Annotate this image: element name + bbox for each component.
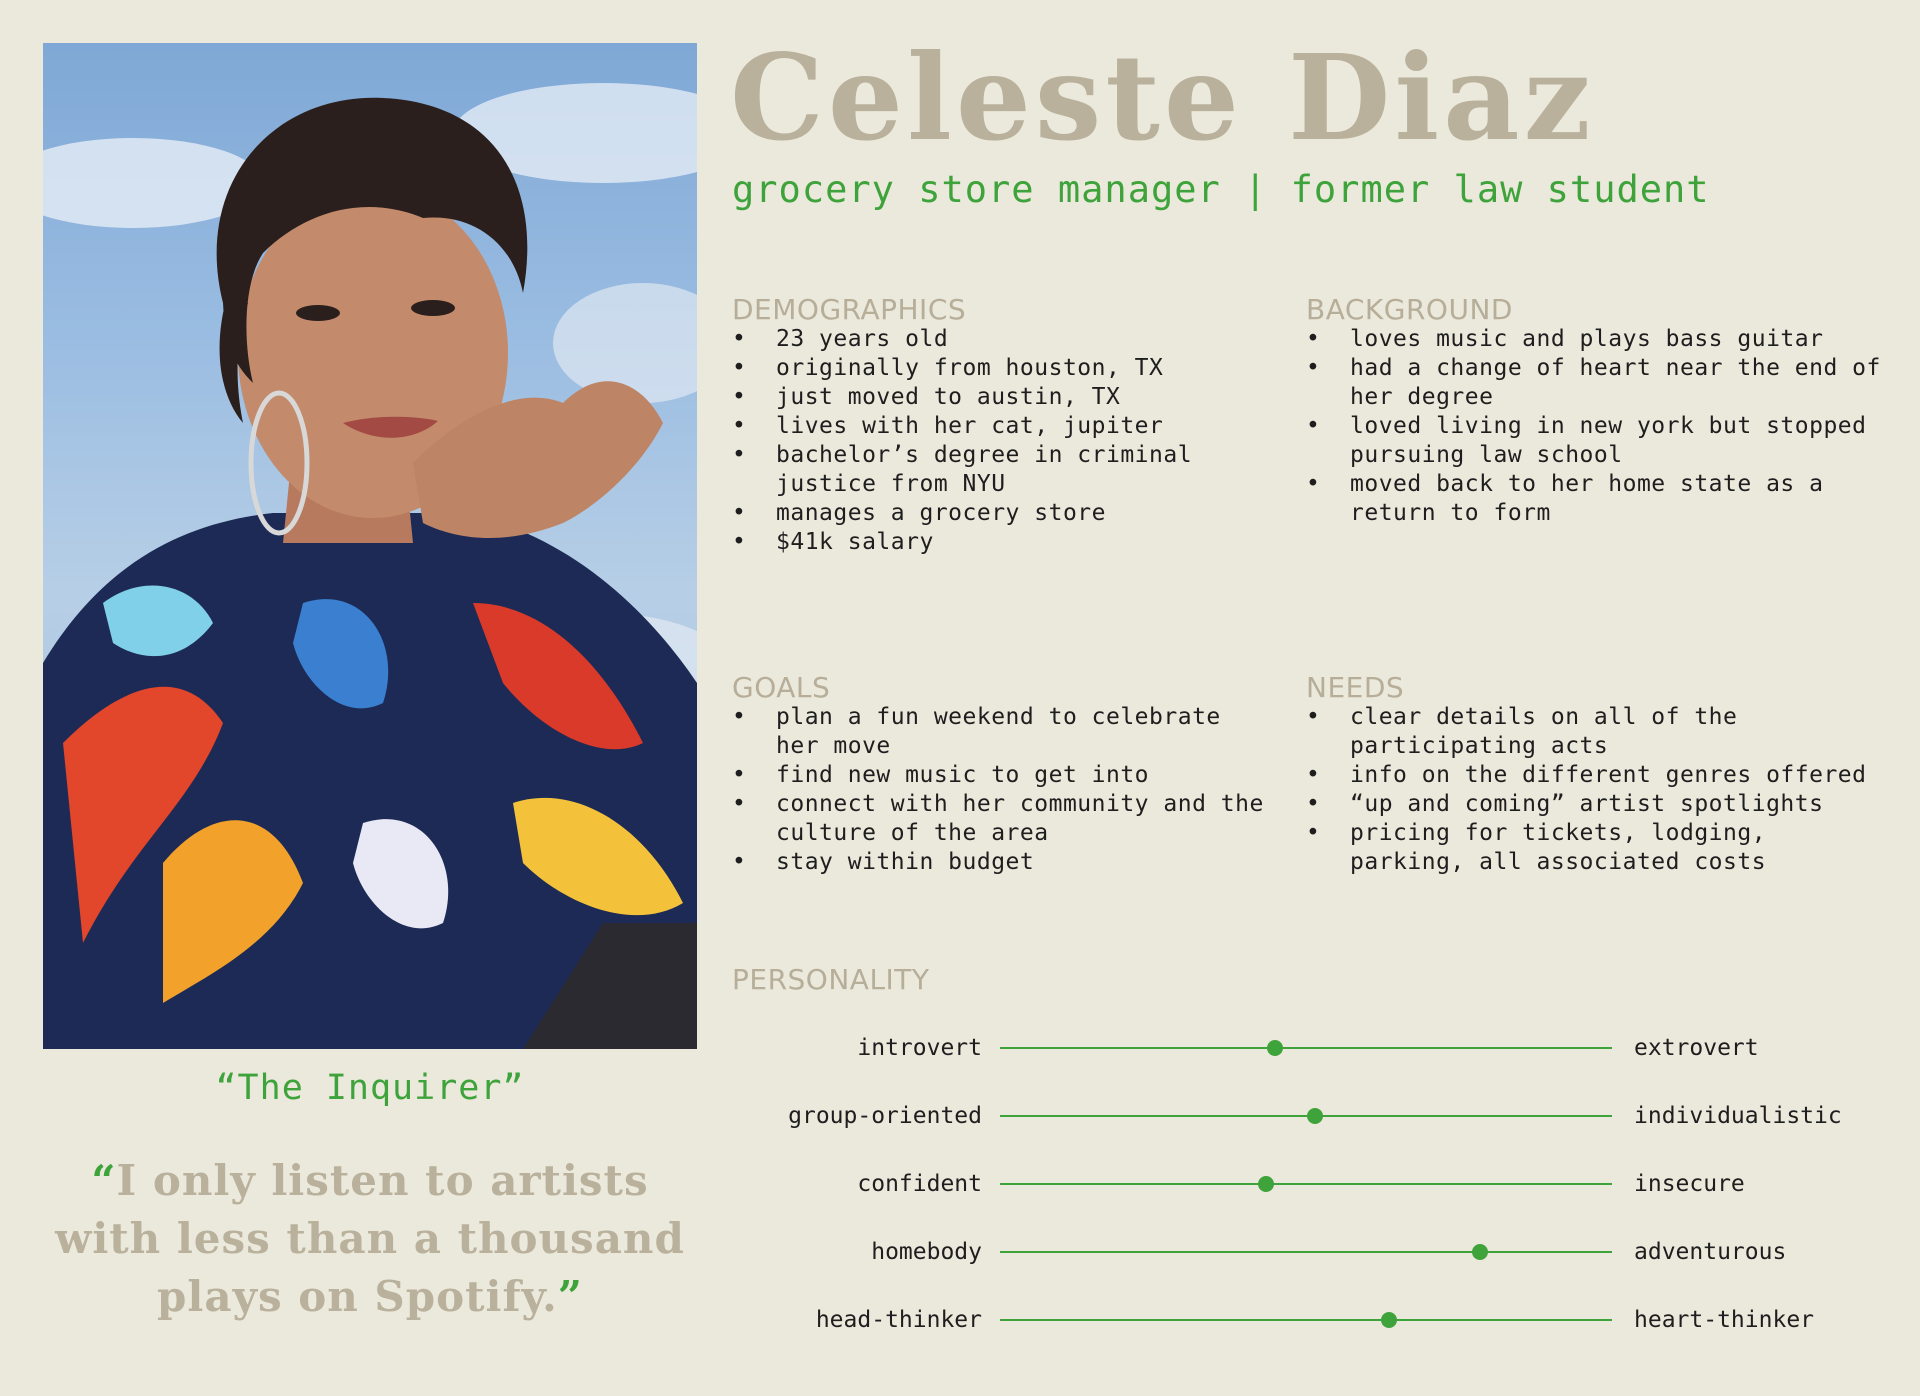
portrait-illustration [43,43,697,1049]
demographics-section [732,295,1272,557]
list-item: • originally from houston, TX [732,354,1272,383]
scale-left-label: introvert [857,1035,982,1061]
scale-marker [1307,1108,1323,1124]
personality-scale-confident [0,1164,1920,1204]
personality-scale-homebody [0,1232,1920,1272]
scale-marker [1472,1244,1488,1260]
scale-right-label: individualistic [1634,1103,1842,1129]
scale-right-label: heart-thinker [1634,1307,1815,1333]
quote-close-mark: ” [557,1272,583,1321]
list-item: • find new music to get into [732,761,1272,790]
list-item: • loves music and plays bass guitar [1306,325,1886,354]
scale-left-label: head-thinker [815,1307,982,1333]
needs-section [1306,673,1886,877]
scale-right-label: insecure [1634,1171,1745,1197]
list-item: • loved living in new york but stopped pursuing law school [1306,412,1886,470]
scale-right-label: adventurous [1634,1239,1787,1265]
persona-name: Celeste Diaz [730,28,1595,167]
list-item: • moved back to her home state as a return to form [1306,470,1886,528]
list-item: • manages a grocery store [732,499,1272,528]
scale-track [1000,1115,1612,1117]
scale-track [1000,1319,1612,1321]
persona-archetype: “The Inquirer” [215,1068,525,1108]
goals-title: GOALS [732,671,831,704]
needs-title: NEEDS [1306,671,1405,704]
goals-list [732,703,1272,877]
list-item: • 23 years old [732,325,1272,354]
goals-section [732,673,1272,877]
scale-left-label: confident [857,1171,982,1197]
list-item: • pricing for tickets, lodging, parking, all associated costs [1306,819,1886,877]
personality-scale-group-oriented [0,1096,1920,1136]
list-item: • bachelor’s degree in criminal justice from NYU [732,441,1272,499]
background-list [1306,325,1886,528]
scale-track [1000,1183,1612,1185]
scale-left-label: group-oriented [788,1103,982,1129]
scale-right-label: extrovert [1634,1035,1759,1061]
background-section [1306,295,1886,528]
list-item: • had a change of heart near the end of her degree [1306,354,1886,412]
list-item: • stay within budget [732,848,1272,877]
quote-open-mark: “ [91,1156,117,1205]
personality-scale-head-thinker [0,1300,1920,1340]
scale-track [1000,1251,1612,1253]
list-item: • clear details on all of the participating acts [1306,703,1886,761]
persona-subtitle: grocery store manager | former law student [732,168,1710,211]
personality-title: PERSONALITY [732,963,930,996]
quote-text: I only listen to artists with less than a thousand plays on Spotify. [55,1156,685,1321]
list-item: • lives with her cat, jupiter [732,412,1272,441]
demographics-list [732,325,1272,557]
needs-list [1306,703,1886,877]
list-item: • “up and coming” artist spotlights [1306,790,1886,819]
persona-photo [43,43,697,1049]
list-item: • $41k salary [732,528,1272,557]
list-item: • just moved to austin, TX [732,383,1272,412]
scale-marker [1381,1312,1397,1328]
list-item: • info on the different genres offered [1306,761,1886,790]
demographics-title: DEMOGRAPHICS [732,293,967,326]
list-item: • connect with her community and the culture of the area [732,790,1272,848]
scale-marker [1267,1040,1283,1056]
scale-marker [1258,1176,1274,1192]
scale-track [1000,1047,1612,1049]
scale-left-label: homebody [871,1239,982,1265]
list-item: • plan a fun weekend to celebrate her move [732,703,1272,761]
background-title: BACKGROUND [1306,293,1513,326]
personality-scale-introvert [0,1028,1920,1068]
